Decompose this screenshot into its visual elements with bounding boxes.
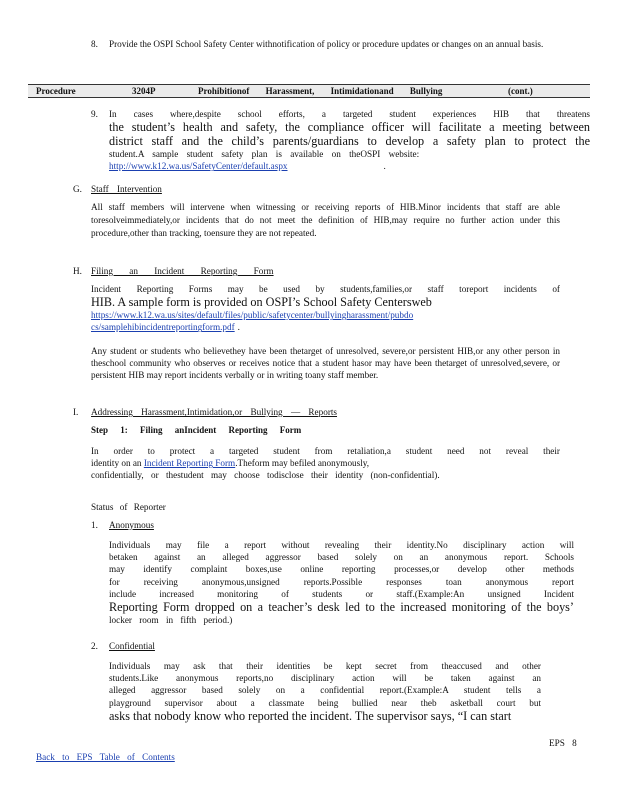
section-h-paragraph-2: Any student or students who believethey have been thetarget of unresolved, severe,or persistent HIB,or any other person in theschool community who observes or receives notice that a student hasor may have been thetarget of unresolved,severe, or persistent HIB may report incidents verbally or in writing toany staff member. bbox=[91, 346, 560, 381]
section-h-p1-link-end: . bbox=[237, 322, 240, 333]
step-1-paragraph bbox=[91, 445, 560, 482]
procedure-label: Procedure bbox=[36, 86, 76, 96]
section-h-p1-line-1: Incident Reporting Forms may be used by students,families,or staff toreport incidents of bbox=[91, 284, 560, 294]
confidential-line-4: playground supervisor about a classmate being bullied near theb asketball court but bbox=[109, 697, 541, 708]
anonymous-line-4: for receiving anonymous,unsigned reports.Possible responses toan anonymous report bbox=[109, 576, 574, 587]
safety-center-link[interactable]: http://www.k12.wa.us/SafetyCenter/default.aspx bbox=[109, 161, 288, 172]
item-8-text: Provide the OSPI School Safety Center withnotification of policy or procedure updates or changes on an annual basis. bbox=[109, 39, 544, 49]
status-of-reporter: Status of Reporter bbox=[91, 502, 166, 512]
step-1-line-2-pre: identity on an bbox=[91, 458, 142, 469]
anonymous-line-2: betaken against an alleged aggressor based solely on an anonymous report. Schools bbox=[109, 552, 574, 563]
section-i-heading: Addressing Harassment,Intimidation,or Bullying — Reports bbox=[91, 407, 338, 417]
anonymous-paragraph bbox=[109, 539, 574, 626]
step-1-heading: Step 1: Filing anIncident Reporting Form bbox=[91, 425, 302, 435]
confidential-paragraph bbox=[109, 660, 541, 723]
item-9-line-1: In cases where,despite school efforts, a targeted student experiences HIB that threatens bbox=[109, 109, 590, 119]
step-1-line-2-post: .Theform may befiled anonymously, bbox=[235, 458, 370, 469]
procedure-banner bbox=[28, 84, 590, 98]
anonymous-number: 1. bbox=[91, 520, 98, 530]
anonymous-line-1: Individuals may file a report without revealing their identity.No disciplinary action will bbox=[109, 540, 574, 550]
section-g-letter: G. bbox=[73, 184, 82, 194]
section-g-heading: Staff Intervention bbox=[91, 184, 162, 194]
step-1-line-3: confidentially, or thestudent may choose todisclose their identity (non-confidential). bbox=[91, 470, 440, 481]
anonymous-heading: Anonymous bbox=[109, 520, 154, 530]
item-9-link-line bbox=[109, 160, 590, 172]
confidential-heading: Confidential bbox=[109, 641, 155, 651]
item-9-line-3: district staff and the child’s parents/guardians to develop a safety plan to protect the bbox=[109, 134, 590, 149]
procedure-title: Prohibitionof Harassment, Intimidationand Bullying bbox=[198, 86, 443, 96]
step-1-line-2 bbox=[91, 457, 560, 469]
incident-form-url-line-1[interactable]: https://www.k12.wa.us/sites/default/files/public/safetycenter/bullyingharassment/pubdo bbox=[91, 310, 414, 321]
confidential-line-1: Individuals may ask that their identities be kept secret from theaccused and other bbox=[109, 661, 541, 671]
item-9-block bbox=[109, 108, 590, 173]
section-h-letter: H. bbox=[73, 266, 82, 276]
incident-reporting-form-link[interactable]: Incident Reporting Form bbox=[143, 458, 236, 469]
item-9-line-4: student.A sample student safety plan is available on theOSPI website: bbox=[109, 149, 420, 160]
section-h-heading: Filing an Incident Reporting Form bbox=[91, 266, 274, 276]
procedure-number: 3204P bbox=[132, 86, 156, 96]
anonymous-line-5: include increased monitoring of students or staff.(Example:An unsigned Incident bbox=[109, 588, 574, 599]
section-h-paragraph-1 bbox=[91, 283, 560, 334]
step-1-line-1: In order to protect a targeted student from retaliation,a student need not reveal their bbox=[91, 446, 560, 456]
confidential-line-2: students.Like anonymous reports,no disciplinary action will be taken against an bbox=[109, 673, 541, 684]
section-i-letter: I. bbox=[73, 407, 79, 417]
item-9-number: 9. bbox=[91, 109, 98, 119]
confidential-line-3: alleged aggressor based solely on a confidential report.(Example:A student tells a bbox=[109, 685, 541, 696]
confidential-line-5: asks that nobody know who reported the incident. The supervisor says, “I can start bbox=[109, 708, 512, 723]
anonymous-line-6: Reporting Form dropped on a teacher’s desk led to the increased monitoring of the boys’ bbox=[109, 600, 574, 615]
back-to-eps-table-of-contents-link[interactable]: Back to EPS Table of Contents bbox=[36, 752, 175, 762]
anonymous-line-3: may identify complaint boxes,use online reporting processes,or develop other methods bbox=[109, 564, 574, 575]
anonymous-line-7: locker room in fifth period.) bbox=[109, 615, 233, 626]
incident-form-url-line-2[interactable]: cs/samplehibincidentreportingform.pdf bbox=[91, 322, 235, 333]
section-h-p1-link-1-line bbox=[91, 309, 560, 321]
item-8-number: 8. bbox=[91, 39, 98, 49]
procedure-suffix: (cont.) bbox=[508, 86, 533, 96]
section-g-body: All staff members will intervene when witnessing or receiving reports of HIB.Minor incidents that staff are able toresolveimmediately,or incidents that do not meet the definition of HIB,may require no further action under this procedure,other than tracking, toensure they are not repeated. bbox=[91, 202, 560, 238]
item-9-link-end: . bbox=[383, 161, 386, 172]
confidential-number: 2. bbox=[91, 641, 98, 651]
section-h-p1-link-2-line bbox=[91, 321, 560, 333]
section-h-p1-line-2: HIB. A sample form is provided on OSPI’s School Safety Centersweb bbox=[91, 295, 432, 310]
page-number: EPS 8 bbox=[549, 738, 577, 748]
item-9-line-2: the student’s health and safety, the compliance officer will facilitate a meeting between bbox=[109, 120, 590, 135]
